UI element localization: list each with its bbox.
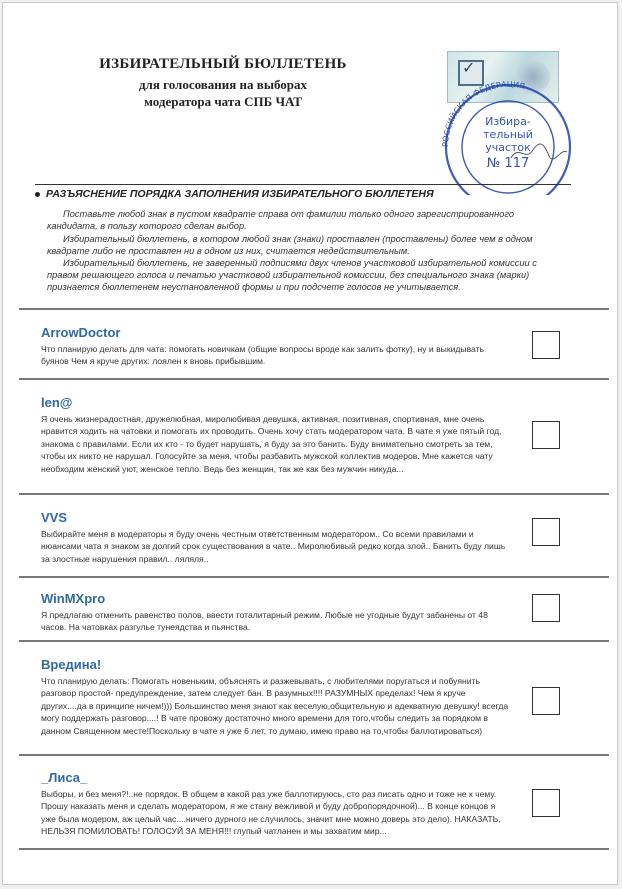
divider xyxy=(19,493,609,495)
signature xyxy=(509,140,569,164)
seal-stamp xyxy=(433,45,583,195)
candidate-name: len@ xyxy=(41,395,73,410)
ballot-subtitle-chat: модератора чата СПБ ЧАТ xyxy=(144,94,302,109)
candidate-row xyxy=(41,591,511,634)
seal-line-2: тельный xyxy=(483,128,533,141)
instructions-heading xyxy=(35,184,571,200)
vote-checkbox-len[interactable] xyxy=(532,421,560,449)
candidate-name: VVS xyxy=(41,510,68,525)
candidate-row xyxy=(41,657,511,737)
divider xyxy=(19,640,609,642)
divider xyxy=(19,754,609,756)
checkmark-icon: ✓ xyxy=(462,60,476,77)
candidate-statement: Я очень жизнерадостная, дружелюбная, миролюбивая девушка, активная, позитивная, спортивная, мне очень нравится ходить на чатовки и помогать их проводить. Очень хочу стать модератором чата. В чате я уже пятый год, знакома с правилами. Если их кто - то будет нарушать, я буду за это банить. Буду внимательно смотреть за тем, чтобы их никто не нарушал. Голосуйте за меня, чтобы разбавить мужской коллектив модеров. Мне кажется чату необходим женский уют, женское тепло. Ведь без женщин, так же как без мужчин никуда... xyxy=(41,414,502,474)
divider xyxy=(19,308,609,310)
seal-line-3: участок xyxy=(485,141,531,154)
vote-checkbox-winmxpro[interactable] xyxy=(532,594,560,622)
seal-line-1: Избира- xyxy=(485,115,531,128)
divider xyxy=(19,576,609,578)
divider xyxy=(19,848,609,850)
instructions-heading-text: РАЗЪЯСНЕНИЕ ПОРЯДКА ЗАПОЛНЕНИЯ ИЗБИРАТЕЛЬНОГО БЮЛЛЕТЕНЯ xyxy=(46,188,434,200)
divider xyxy=(19,378,609,380)
stamp-area xyxy=(433,45,583,195)
ballot-title: ИЗБИРАТЕЛЬНЫЙ БЮЛЛЕТЕНЬ xyxy=(99,56,347,72)
candidate-statement: Что планирую делать для чата: помогать новичкам (общие вопросы вроде как залить фотку), ну и выкидывать буянов Чем я круче других: лоялен к вновь прибывшим. xyxy=(41,344,485,367)
instruction-text-1: Поставьте любой знак в пустом квадрате справа от фамилии только одного зарегистрированного кандидата, в пользу которого сделан выбор. xyxy=(47,209,515,231)
seal-ring-text: РОССИЙСКАЯ ФЕДЕРАЦИЯ xyxy=(440,79,526,148)
instruction-text-3: Избирательный бюллетень, не заверенный подписями двух членов участковой избирательной комиссии с правом решающего голоса и печатью участковой избирательной комиссии, без специального знака (марки) признается бюллетенем неустановленной формы и при подсчете голосов не учитывается. xyxy=(47,258,537,292)
instruction-paragraph-2 xyxy=(47,233,567,257)
candidate-row xyxy=(41,510,511,565)
candidate-name: WinMXpro xyxy=(41,591,106,606)
candidate-row xyxy=(41,770,511,838)
instruction-paragraph-1 xyxy=(47,208,567,232)
ballot-sheet xyxy=(2,2,618,885)
vote-checkbox-vvs[interactable] xyxy=(532,518,560,546)
candidate-row xyxy=(41,325,511,368)
seal-number: № 117 xyxy=(486,156,530,171)
vote-checkbox-arrowdoctor[interactable] xyxy=(532,331,560,359)
bullet-icon xyxy=(35,192,40,197)
candidate-name: Вредина! xyxy=(41,657,102,672)
candidate-statement: Я предлагаю отменить равенство полов, ввести тоталитарный режим. Любые не угодные будут забанены от 48 часов. На чатовках разгулье тунеядства и пьянства. xyxy=(41,610,488,633)
vote-checkbox-lisa[interactable] xyxy=(532,789,560,817)
instruction-text-2: Избирательный бюллетень, в котором любой знак (знаки) проставлен (проставлены) более чем в одном квадрате либо не проставлен ни в одном из них, считается недействительным. xyxy=(47,234,533,256)
ballot-subtitle: для голосования на выборах xyxy=(138,77,308,92)
candidate-statement: Что планирую делать: Помогать новеньким, объяснять и разжевывать, с любителями поругаться и побуянить разговор простой- предупреждение, затем следует бан. В разумных!!!! РАЗУМНЫХ пределах! Чем я круче других....да в принципе ничем!))) Большинство меня знают как веселую,общительную и адекватную девушку! всегда могу поддержать разговор....! В чате провожу достаточно много времени для того,чтобы следить за порядком в данном Священном месте!Поскольку в чате я уже 6 лет, то думаю, имею право на то,чтобы баллотироваться) xyxy=(41,676,509,736)
candidate-name: _Лиса_ xyxy=(41,770,88,785)
instruction-paragraph-3 xyxy=(47,257,567,293)
candidate-name: ArrowDoctor xyxy=(41,325,121,340)
candidate-statement: Выборы, и без меня?!..не порядок. В общем в какой раз уже баллотируюсь, сто раз писать одно и тоже не к чему. Прошу наказать меня и сделать модератором, я же стану вежливой и буду добропорядочной)... В конце концов я уже была модером, аж целый час....ничего дурного не случилось, значит мне можно доверь это дело). НАКАЗАТЬ, НЕЛЬЗЯ ПОМИЛОВАТЬ! ГОЛОСУЙ ЗА МЕНЯ!!! глупый чатланен и мы захватим мир... xyxy=(41,789,501,837)
candidate-row xyxy=(41,395,511,475)
vote-checkbox-vredina[interactable] xyxy=(532,687,560,715)
candidate-statement: Выбирайте меня в модераторы я буду очень честным ответственным модератором.. Со всеми правилами и нюансами чата я знаком за долгий срок существования в чате.. Миролюбивый редко когда злой.. Банить буду лишь за злостные нарушения правил.. ляляля.. xyxy=(41,529,506,564)
